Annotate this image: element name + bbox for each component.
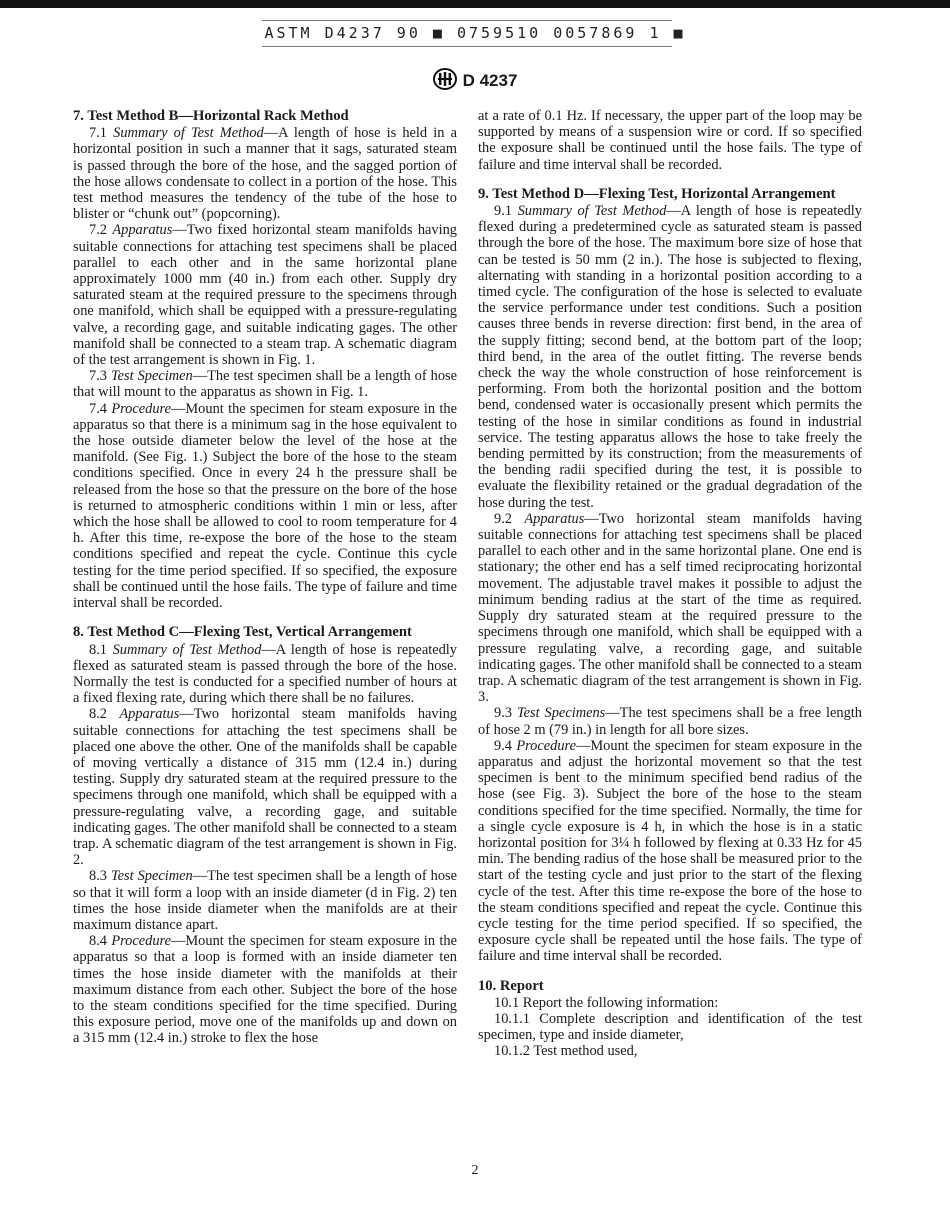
astm-logo-icon <box>433 68 457 90</box>
right-column <box>478 108 862 1060</box>
header-rule-top <box>262 20 672 21</box>
paragraph-10-1: 10.1 Report the following information: <box>494 994 719 1011</box>
paragraph-8-4-continued: at a rate of 0.1 Hz. If necessary, the upper part of the loop may be supported by means of a suspension wire or cord. If so specified the exposure shall be continued until the hose fails. The type of failure and time interval shall be recorded. <box>478 108 862 173</box>
paragraph-9-1: 9.1 Summary of Test Method—A length of hose is repeatedly flexed during a predetermined cycle as saturated steam is passed through the bore of the hose. The maximum bore size of hose that can be tested is 50 mm (2 in.). The hose is subjected to flexing, alternating with standing in a horizontal position according to a timed cycle. The configuration of the hose is selected to evaluate the service performance under test conditions. Such a position causes three bends in reverse direction: first bend, in the area of the supply fitting; second bend, at the bottom part of the loop; third bend, in the area of the outlet fitting. The reverse bends check the way the whole construction of hose reinforcement is performing. From both the horizontal position and the bottom bend, condensed water is occasionally present which permits the testing of the hose in similar conditions as found in industrial service. The testing apparatus allows the hose to take freely the bending permitted by its construction; from the measurements of the bending radii specified during the test, it is possible to evaluate the flexibility retained or the gradual degradation of the hose during the test. <box>478 203 862 511</box>
paragraph-7-4: 7.4 Procedure—Mount the specimen for steam exposure in the apparatus so that there is a minimum sag in the hose equivalent to the hose outside diameter below the level of the hose at the manifold. (See Fig. 1.) Subject the bore of the hose to the steam conditions specified. Once in every 24 h the pressure shall be released from the hose so that the pressure on the bore of the hose is returned to atmospheric conditions within 1 min or less, after which the hose shall be allowed to cool to room temperature for 4 h. After this time, re-expose the bore of the hose to the steam conditions specified and repeat the cycle. Continue this cycle testing for the time period specified. If so specified, the exposure shall be continued until the hose fails. The type of failure and time interval shall be recorded. <box>73 400 457 612</box>
top-scan-bar <box>0 0 950 8</box>
paragraph-10-1-1: 10.1.1 Complete description and identification of the test specimen, type and inside diameter, <box>478 1010 862 1044</box>
paragraph-7-2: 7.2 Apparatus—Two fixed horizontal steam manifolds having suitable connections for attaching test specimens shall be placed parallel to each other and in the same horizontal plane approximately 1000 mm (40 in.) from each other. Supply dry saturated steam at the required pressure to the specimens through one manifold, which shall be equipped with a pressure-regulating valve, a recording gage, and suitable indicating gages. The other manifold shall be connected to a steam trap. A schematic diagram of the test arrangement is shown in Fig. 1. <box>73 222 457 369</box>
designation-header <box>0 68 950 91</box>
paragraph-8-3: 8.3 Test Specimen—The test specimen shall be a length of hose so that it will form a loop with an inside diameter (d in Fig. 2) ten times the hose inside diameter when the manifolds are at their maximum distance apart. <box>73 868 458 933</box>
paragraph-8-2: 8.2 Apparatus—Two horizontal steam manifolds having suitable connections for attaching the test specimens shall be placed one above the other. One of the manifolds shall be capable of moving vertically a distance of 315 mm (12.4 in.) during testing. Supply dry saturated steam at the required pressure to the specimens through one manifold, which shall be equipped with a pressure-regulating valve, a recording gage, and suitable indicating gages. The other manifold shall be connected to a steam trap. A schematic diagram of the test arrangement is shown in Fig. 2. <box>73 706 457 869</box>
section-7-heading: 7. Test Method B—Horizontal Rack Method <box>73 108 349 124</box>
paragraph-8-1: 8.1 Summary of Test Method—A length of hose is repeatedly flexed as saturated steam is passed through the bore of the hose. Normally the test is conducted for a specified number of hours at a fixed flexing rate, during which there shall be no failures. <box>73 641 457 707</box>
paragraph-7-1: 7.1 Summary of Test Method—A length of hose is held in a horizontal position in such a manner that it sags, saturated steam is passed through the bore of the hose, and the sagged portion of the hose allows condensate to collect in a portion of the hose. This test method measures the tendency of the tube of the hose to blister or “chunk out” (popcorning). <box>73 125 457 223</box>
page-number: 2 <box>471 1163 479 1178</box>
paragraph-10-1-2: 10.1.2 Test method used, <box>494 1043 638 1060</box>
designation-number: D 4237 <box>462 71 518 90</box>
document-code: ASTM D4237 90 ■ 0759510 0057869 1 ■ <box>264 24 686 42</box>
header-rule-bottom <box>262 46 672 47</box>
section-8-heading: 8. Test Method C—Flexing Test, Vertical Arrangement <box>73 624 412 641</box>
paragraph-8-4: 8.4 Procedure—Mount the specimen for steam exposure in the apparatus so that a loop is formed with an inside diameter ten times the hose inside diameter with the manifolds at their maximum distance from each other. Subject the bore of the hose to the steam conditions specified for the time specified. During this exposure period, move one of the manifolds up and down on a 315 mm (12.4 in.) stroke to flex the hose <box>73 933 457 1047</box>
paragraph-7-3: 7.3 Test Specimen—The test specimen shall be a length of hose that will mount to the apparatus as shown in Fig. 1. <box>73 368 458 401</box>
left-column <box>73 108 457 1047</box>
paragraph-9-3: 9.3 Test Specimens—The test specimens shall be a free length of hose 2 m (79 in.) in length for all bore sizes. <box>478 705 862 738</box>
section-9-heading: 9. Test Method D—Flexing Test, Horizontal Arrangement <box>478 185 836 202</box>
paragraph-9-4: 9.4 Procedure—Mount the specimen for steam exposure in the apparatus and adjust the horizontal movement so that the test specimen is bent to the minimum specified bend radius of the hose (see Fig. 3). Subject the bore of the hose to the steam conditions specified for the time specified. Normally, the time for a single cycle exposure is 4 h, in which the hose is in a static horizontal position for 3¼ h followed by flexing at 0.33 Hz for 45 min. The bending radius of the hose shall be measured prior to the start of the testing cycle and just prior to the start of the flexing cycle of the test. After this time re-expose the bore of the hose to the steam conditions specified and repeat the cycle. Continue this cycle testing for the time period specified. If so specified, the exposure cycle shall be repeated until the hose fails. The type of failure and time interval shall be recorded. <box>478 737 862 965</box>
paragraph-9-2: 9.2 Apparatus—Two horizontal steam manifolds having suitable connections for attaching test specimens shall be placed parallel to each other and in the same horizontal plane. One end is stationary; the other end has a self timed reciprocating horizontal movement. The adjustable travel makes it possible to adjust the minimum bending radius at the start of the time as required. Supply dry saturated steam at the required pressure to the specimens through one manifold, which shall be equipped with a pressure regulating valve, a recording gage, and suitable indicating gages. The other manifold shall be connected to a steam trap. A schematic diagram of the test arrangement is shown in Fig. 3. <box>478 510 862 706</box>
section-10-heading: 10. Report <box>478 977 544 994</box>
